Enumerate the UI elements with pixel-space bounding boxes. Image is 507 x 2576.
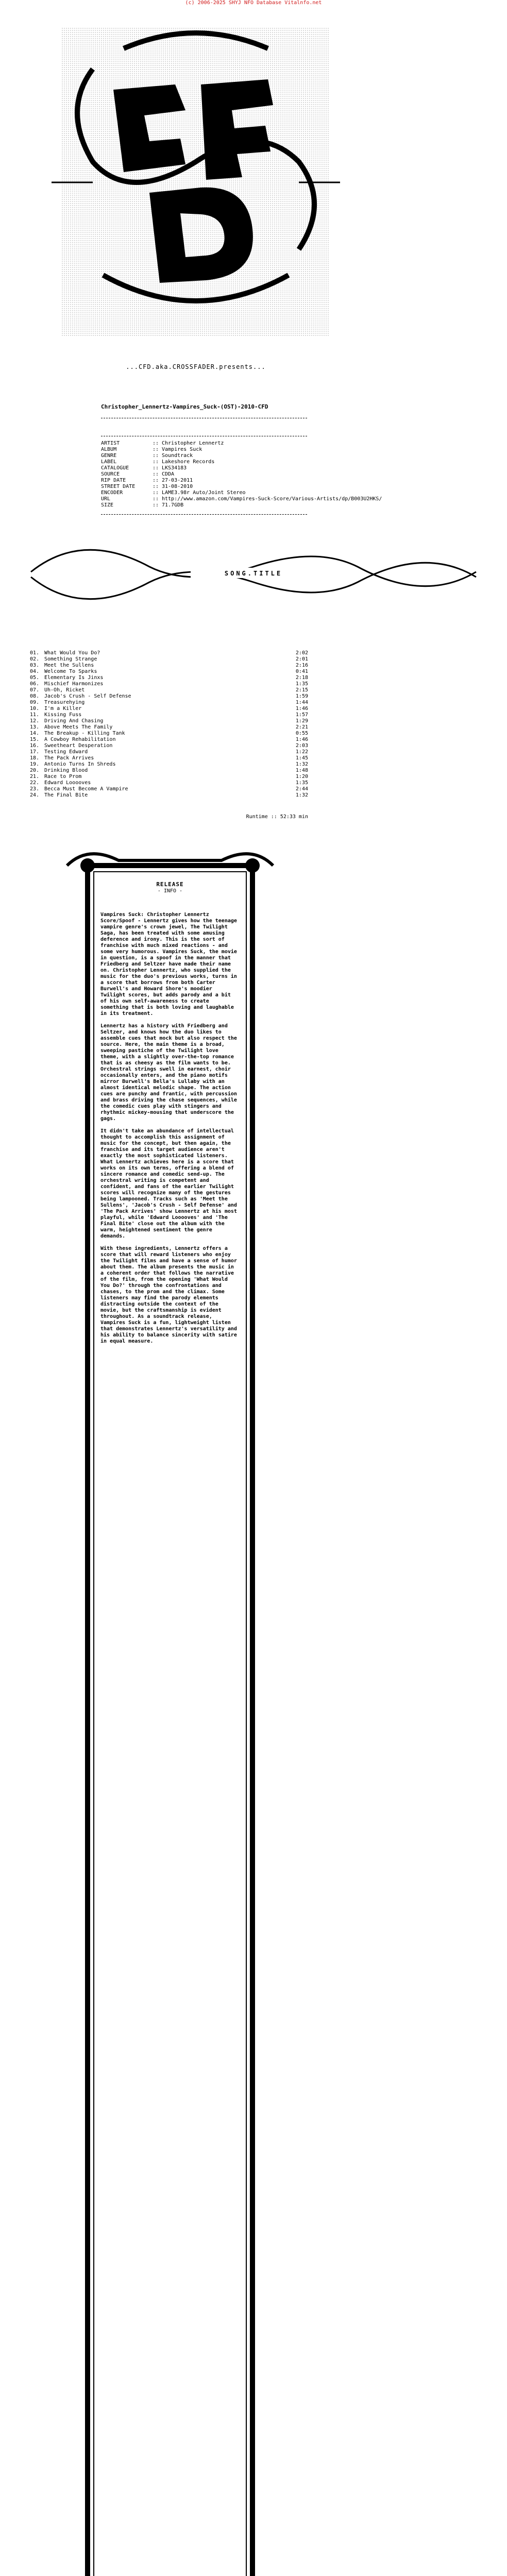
info-row [101,440,390,447]
info-key: STREET DATE [101,484,136,489]
track-title: The Pack Arrives [44,755,94,761]
track-number: 02. [30,656,40,662]
track-length: 2:21 [295,724,308,730]
track-length: 2:03 [295,743,308,749]
site-notice: (c) 2006-2025 SHYJ NFO Database Vitalnfo.net [185,0,322,6]
track-row [30,737,308,743]
release-title: Christopher_Lennertz-Vampires_Suck-(OST)-2010-CFD [101,403,268,410]
track-number: 03. [30,663,40,668]
track-title: Elementary Is Jinxs [44,675,104,681]
track-number: 11. [30,712,40,718]
track-number: 09. [30,700,40,705]
track-length: 0:55 [295,731,308,736]
track-length: 0:41 [295,669,308,674]
track-row [30,693,308,700]
track-number: 14. [30,731,40,736]
track-length: 1:32 [295,792,308,798]
info-key: ENCODER [101,490,123,496]
track-length: 1:59 [295,693,308,699]
info-key: CATALOGUE [101,465,129,471]
track-number: 19. [30,761,40,767]
info-key: GENRE [101,453,117,459]
info-key: LABEL [101,459,117,465]
track-length: 1:29 [295,718,308,724]
track-title: Uh-Oh, Ricket [44,687,85,693]
info-value: 31-08-2010 [162,484,193,489]
track-length: 1:20 [295,774,308,779]
track-row [30,675,308,681]
track-number: 08. [30,693,40,699]
track-number: 04. [30,669,40,674]
track-row [30,712,308,718]
track-row [30,755,308,761]
track-number: 15. [30,737,40,742]
info-key: RIP DATE [101,478,126,483]
track-number: 18. [30,755,40,761]
info-row [101,465,390,471]
track-row [30,792,308,799]
track-row [30,780,308,786]
info-row [101,484,390,490]
track-row [30,663,308,669]
info-key: SOURCE [101,471,120,477]
track-length: 2:16 [295,663,308,668]
track-number: 24. [30,792,40,798]
track-length: 1:44 [295,700,308,705]
track-number: 12. [30,718,40,724]
release-section-title: RELEASE [156,881,184,888]
track-length: 2:02 [295,650,308,656]
track-row [30,731,308,737]
track-row [30,774,308,780]
track-number: 13. [30,724,40,730]
track-title: Mischief Harmonizes [44,681,104,687]
info-row [101,478,390,484]
track-number: 01. [30,650,40,656]
info-sep: :: [153,471,159,477]
info-key: SIZE [101,502,114,508]
track-length: 1:46 [295,737,308,742]
track-row [30,700,308,706]
track-row [30,761,308,768]
track-title: Becca Must Become A Vampire [44,786,128,792]
track-row [30,706,308,712]
track-row [30,718,308,724]
release-section-subtitle: - INFO - [157,888,183,894]
info-sep: :: [153,490,159,496]
info-sep: :: [153,465,159,471]
track-number: 21. [30,774,40,779]
info-value: 71.7GDB [162,502,184,508]
track-title: Testing Edward [44,749,88,755]
release-text [100,912,240,1351]
info-value: CDDA [162,471,175,477]
track-title: I'm a Killer [44,706,82,711]
crossfader-logo-art [31,7,361,362]
track-row [30,687,308,693]
track-title: Driving And Chasing [44,718,104,724]
track-row [30,681,308,687]
track-length: 1:35 [295,681,308,687]
info-value: Vampires Suck [162,447,202,452]
info-row [101,502,390,509]
track-number: 20. [30,768,40,773]
track-row [30,749,308,755]
track-number: 06. [30,681,40,687]
track-row [30,768,308,774]
info-row [101,453,390,459]
track-title: Edward Looooves [44,780,91,786]
track-number: 23. [30,786,40,792]
track-row [30,650,308,656]
track-row [30,743,308,749]
track-title: Kissing Fuss [44,712,82,718]
track-title: Antonio Turns In Shreds [44,761,116,767]
track-row [30,669,308,675]
info-sep: :: [153,502,159,508]
track-length: 1:46 [295,706,308,711]
track-number: 07. [30,687,40,693]
info-value: Lakeshore Records [162,459,215,465]
info-sep: :: [153,496,159,502]
info-key: ARTIST [101,440,120,446]
track-length: 1:48 [295,768,308,773]
info-sep: :: [153,478,159,483]
track-title: Treasurehying [44,700,85,705]
info-value: LAME3.98r Auto/Joint Stereo [162,490,246,496]
info-sep: :: [153,459,159,465]
track-length: 1:57 [295,712,308,718]
info-key: URL [101,496,111,502]
divider [101,514,307,515]
track-title: Above Meets The Family [44,724,113,730]
track-title: Sweetheart Desperation [44,743,113,749]
track-title: Meet the Sullens [44,663,94,668]
info-sep: :: [153,453,159,459]
song-title-label: SONG.TITLE [224,570,283,577]
track-title: Something Strange [44,656,97,662]
song-title-banner [21,520,486,623]
runtime: Runtime :: 52:33 min [246,814,308,820]
track-title: Jacob's Crush - Self Defense [44,693,131,699]
info-sep: :: [153,447,159,452]
info-row [101,447,390,453]
track-length: 1:45 [295,755,308,761]
track-length: 1:35 [295,780,308,786]
info-row [101,459,390,465]
info-value: http://www.amazon.com/Vampires-Suck-Score/Various-Artists/dp/B003U2HKS/ [162,496,382,502]
track-length: 1:22 [295,749,308,755]
track-row [30,724,308,731]
track-length: 2:44 [295,786,308,792]
info-value: Christopher Lennertz [162,440,224,446]
track-length: 2:15 [295,687,308,693]
track-list [30,650,308,799]
track-number: 22. [30,780,40,786]
track-title: Drinking Blood [44,768,88,773]
track-length: 1:32 [295,761,308,767]
track-title: The Final Bite [44,792,88,798]
track-number: 10. [30,706,40,711]
info-value: 27-03-2011 [162,478,193,483]
release-paragraph: It didn't take an abundance of intellectual thought to accomplish this assignment of music for the concept, but then again, the franchise and its target audience aren't exactly the most sophisticated listeners. What Lennertz achieves here is a score that works on its own terms, offering a blend of sincere romance and comedic send-up. The orchestral writing is competent and confident, and fans of the earlier Twilight scores will recognize many of the gestures being lampooned. Tracks such as 'Meet the Sullens', 'Jacob's Crush - Self Defense' and 'The Pack Arrives' show Lennertz at his most playful, while 'Edward Looooves' and 'The Final Bite' close out the album with the warm, heightened sentiment the genre demands. [100,1128,237,1239]
track-title: A Cowboy Rehabilitation [44,737,116,742]
release-paragraph: Lennertz has a history with Friedberg and Seltzer, and knows how the duo likes to assemble cues that mock but also respect the source. Here, the main theme is a broad, sweeping pastiche of the Twilight love theme, with a slightly over-the-top romance that is as cheesy as the film wants to be. Orchestral strings swell in earnest, choir occasionally enters, and the piano motifs mirror Burwell's Bella's Lullaby with an almost identical melodic shape. The action cues are punchy and frantic, with percussion and brass driving the chase sequences, while the comedic cues play with stingers and rhythmic mickey-mousing that underscore the gags. [100,1023,237,1122]
track-length: 2:18 [295,675,308,681]
track-title: Race to Prom [44,774,82,779]
info-value: LKS34183 [162,465,187,471]
release-info-table [101,440,390,509]
track-row [30,786,308,792]
track-number: 17. [30,749,40,755]
info-row [101,490,390,496]
info-sep: :: [153,484,159,489]
release-paragraph: With these ingredients, Lennertz offers a score that will reward listeners who enjoy the Twilight films and have a sense of humor about them. The album presents the music in a coherent order that follows the narrative of the film, from the opening 'What Would You Do?' through the confrontations and chases, to the prom and the climax. Some listeners may find the parody elements distracting outside the context of the movie, but the craftsmanship is evident throughout. As a soundtrack release, Vampires Suck is a fun, lightweight listen that demonstrates Lennertz's versatility and his ability to balance sincerity with satire in equal measure. [100,1246,237,1344]
logo-credit: ...CFD.aka.CROSSFADER.presents... [126,363,266,370]
info-value: Soundtrack [162,453,193,459]
track-number: 05. [30,675,40,681]
track-title: What Would You Do? [44,650,100,656]
info-row [101,471,390,478]
release-paragraph: Vampires Suck: Christopher Lennertz Score/Spoof - Lennertz gives how the teenage vampire genre's crown jewel, The Twilight Saga, has been treated with some amusing deference and irony. This is the sort of franchise with much mixed reactions - and some very humorous. Vampires Suck, the movie in question, is a spoof in the manner that Friedberg and Seltzer have made their name on. Christopher Lennertz, who supplied the music for the duo's previous works, turns in a score that borrows from both Carter Burwell's and Howard Shore's moodier Twilight scores, but adds parody and a bit of his own self-awareness to create something that is both loving and laughable in its treatment. [100,912,237,1016]
track-number: 16. [30,743,40,749]
track-length: 2:01 [295,656,308,662]
track-row [30,656,308,663]
info-sep: :: [153,440,159,446]
track-title: The Breakup - Killing Tank [44,731,125,736]
track-title: Welcome To Sparks [44,669,97,674]
info-row [101,496,390,502]
info-key: ALBUM [101,447,117,452]
